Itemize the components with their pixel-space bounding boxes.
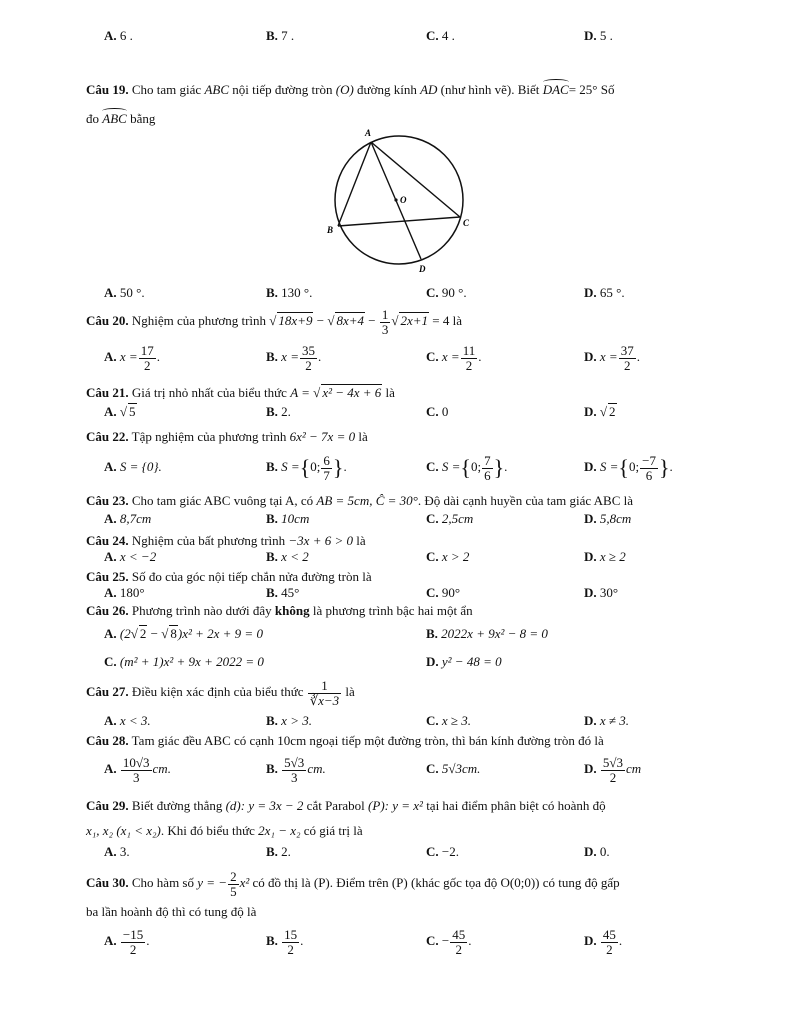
q18-option-b: 7 . [281, 28, 295, 43]
q30-question: Câu 30. Cho hàm số y = − $\frac{2}{5}$ x² có đồ thị là (P). Điểm trên (P) (khác gốc tọa độ O(0;0)) có tung độ gấp [86, 868, 620, 899]
q28-options: A. $\frac{10√3}{3}$ cm. B. $\frac{5√3}{3}$ cm. C. 5√3cm. D. $\frac{5√3}{2}$ cm [104, 754, 642, 785]
label-a: A [365, 128, 372, 138]
segment-bc [338, 217, 460, 226]
q20-question: Câu 20. Nghiệm của phương trình √ 18x+9 − √ 8x+4 − $\frac{1}{3}$ √ 2x+1 = 4 là [86, 306, 462, 337]
q27-question: Câu 27. Điều kiện xác định của biểu thức $\frac{1}{∛x-3}$ là [86, 677, 355, 708]
q21-options: A. √ 5 B. 2. C. 0 D. √ 2 [104, 404, 616, 419]
circle-o [335, 136, 463, 264]
q30-options: A. $\frac{-15}{2}$ . B. $\frac{15}{2}$ . C. − $\frac{45}{2}$ . D. $\frac{45}{2}$ . [104, 926, 623, 957]
label-c: C [463, 218, 470, 228]
q22-options: A. S = {0}. B. S ={0; $\frac{6}{7}$ }. C. S ={0; $\frac{7}{6}$ }. D. S ={0; $\frac{-7}{6}$ }. [104, 452, 673, 483]
q30-question-line2: ba lần hoành độ thì có tung độ là [86, 904, 257, 919]
q19-circle-figure [320, 128, 490, 278]
q25-question: Câu 25. Số đo của góc nội tiếp chắn nửa đường tròn là [86, 569, 372, 584]
q28-question: Câu 28. Tam giác đều ABC có cạnh 10cm ngoại tiếp một đường tròn, thì bán kính đường tròn đó là [86, 733, 604, 748]
label-b: B [327, 225, 334, 235]
q18-option-c: 4 . [441, 28, 455, 43]
q27-options: A. x < 3. B. x > 3. C. x ≥ 3. D. x ≠ 3. [104, 713, 630, 728]
q29-question: Câu 29. Biết đường thẳng (d): y = 3x − 2 cắt Parabol (P): y = x² tại hai điểm phân biệt có hoành độ [86, 798, 606, 813]
q19-question: Câu 19. Cho tam giác ABC nội tiếp đường tròn (O) đường kính AD (như hình vẽ). Biết DAC= 25° Số [0, 78, 792, 98]
center-dot [394, 198, 397, 201]
q29-options: A. 3. B. 2. C. −2. D. 0. [104, 844, 610, 859]
label-o: O [400, 195, 407, 205]
q20-options: A. x = $\frac{17}{2}$ . B. x = $\frac{35}{2}$ . C. x = $\frac{11}{2}$ . D. x = $\frac{37}{2}$ . [104, 342, 640, 373]
q19-question-line2: đo ABC bằng [0, 107, 792, 127]
q22-question: Câu 22. Tập nghiệm của phương trình 6x² − 7x = 0 là [86, 429, 368, 444]
q18-options: A. 6 . B. 7 . C. 4 . D. 5 . [104, 28, 613, 43]
q19-options: A. 50 °. B. 130 °. C. 90 °. D. 65 °. [104, 285, 625, 300]
q18-option-a: 6 . [119, 28, 133, 43]
label-d: D [419, 264, 426, 274]
q25-options: A. 180° B. 45° C. 90° D. 30° [104, 585, 619, 600]
segment-ac [371, 142, 460, 217]
q24-question: Câu 24. Nghiệm của bất phương trình −3x + 6 > 0 là [86, 533, 366, 548]
q23-options: A. 8,7cm B. 10cm C. 2,5cm D. 5,8cm [104, 511, 632, 526]
q24-options: A. x < −2 B. x < 2 C. x > 2 D. x ≥ 2 [104, 549, 626, 564]
q21-question: Câu 21. Giá trị nhỏ nhất của biểu thức A = √ x² − 4x + 6 là [86, 385, 395, 400]
q23-question: Câu 23. Cho tam giác ABC vuông tại A, có AB = 5cm, Ĉ = 30°. Độ dài cạnh huyền của tam giác ABC là [86, 493, 634, 508]
q29-question-line2: x₁, x₂ (x₁ < x₂). Khi đó biểu thức 2x₁ − x₂ có giá trị là [86, 823, 363, 838]
q18-option-d: 5 . [599, 28, 613, 43]
q26-options-cd: C. (m² + 1)x² + 9x + 2022 = 0 D. y² − 48 = 0 [104, 654, 502, 669]
q26-question: Câu 26. Phương trình nào dưới đây không là phương trình bậc hai một ẩn [86, 603, 473, 618]
q26-options-ab: A. (2√ 2 − √ 8)x² + 2x + 9 = 0 B. 2022x + 9x² − 8 = 0 [104, 626, 548, 641]
